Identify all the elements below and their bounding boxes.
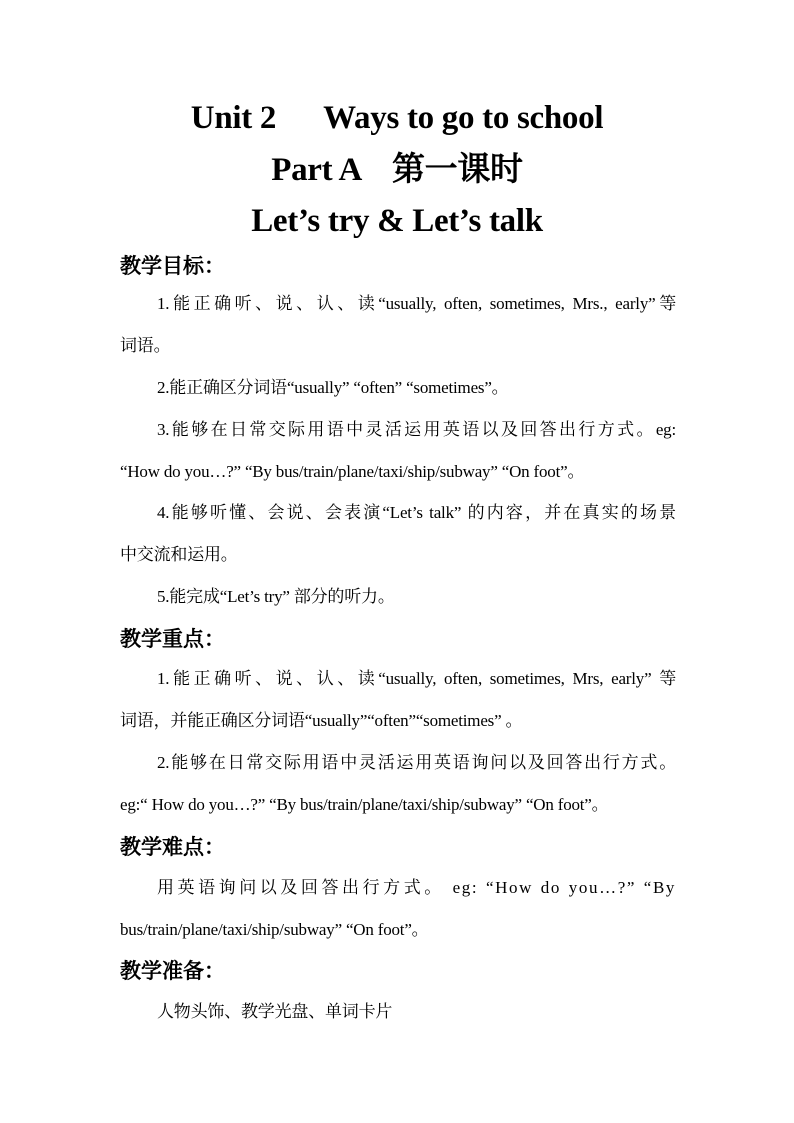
objective-line-3: 3.能够在日常交际用语中灵活运用英语以及回答出行方式。eg: bbox=[157, 420, 676, 439]
unit-title: Unit 2 Ways to go to school bbox=[190, 100, 604, 136]
objective-line-1-cont: 词语。 bbox=[120, 336, 171, 355]
key-point-line-2-cont: eg:“ How do you…?” “By bus/train/plane/taxi/ship/subway” “On foot”。 bbox=[120, 795, 609, 814]
objectives-heading: 教学目标： bbox=[120, 254, 225, 278]
key-point-line-1: 1.能正确听、说、认、读“usually, often, sometimes, Mrs, early” 等 bbox=[157, 669, 676, 688]
objective-line-4: 4.能够听懂、会说、会表演“Let’s talk” 的内容，并在真实的场景 bbox=[157, 503, 676, 522]
part-title: Part A 第一课时 bbox=[271, 152, 523, 188]
key-point-line-1-cont: 词语，并能正确区分词语“usually”“often”“sometimes” 。 bbox=[120, 711, 523, 730]
difficulties-heading: 教学难点： bbox=[120, 835, 225, 859]
objective-line-4-cont: 中交流和运用。 bbox=[120, 545, 238, 564]
lesson-title: Let’s try & Let’s talk bbox=[251, 203, 543, 239]
objective-line-2: 2.能正确区分词语“usually” “often” “sometimes”。 bbox=[157, 378, 509, 397]
difficulty-line-1: 用英语询问以及回答出行方式。 eg: “How do you…?” “By bbox=[157, 878, 676, 897]
objective-line-5: 5.能完成“Let’s try” 部分的听力。 bbox=[157, 587, 395, 606]
objective-line-3-cont: “How do you…?” “By bus/train/plane/taxi/ship/subway” “On foot”。 bbox=[120, 462, 585, 481]
difficulty-line-1-cont: bus/train/plane/taxi/ship/subway” “On foot”。 bbox=[120, 920, 429, 939]
preparation-line-1: 人物头饰、教学光盘、单词卡片 bbox=[157, 1002, 393, 1021]
preparation-heading: 教学准备： bbox=[120, 959, 225, 983]
key-point-line-2: 2.能够在日常交际用语中灵活运用英语询问以及回答出行方式。 bbox=[157, 753, 676, 772]
key-points-heading: 教学重点： bbox=[120, 627, 225, 651]
objective-line-1: 1.能正确听、说、认、读“usually, often, sometimes, Mrs., early”等 bbox=[157, 294, 676, 313]
